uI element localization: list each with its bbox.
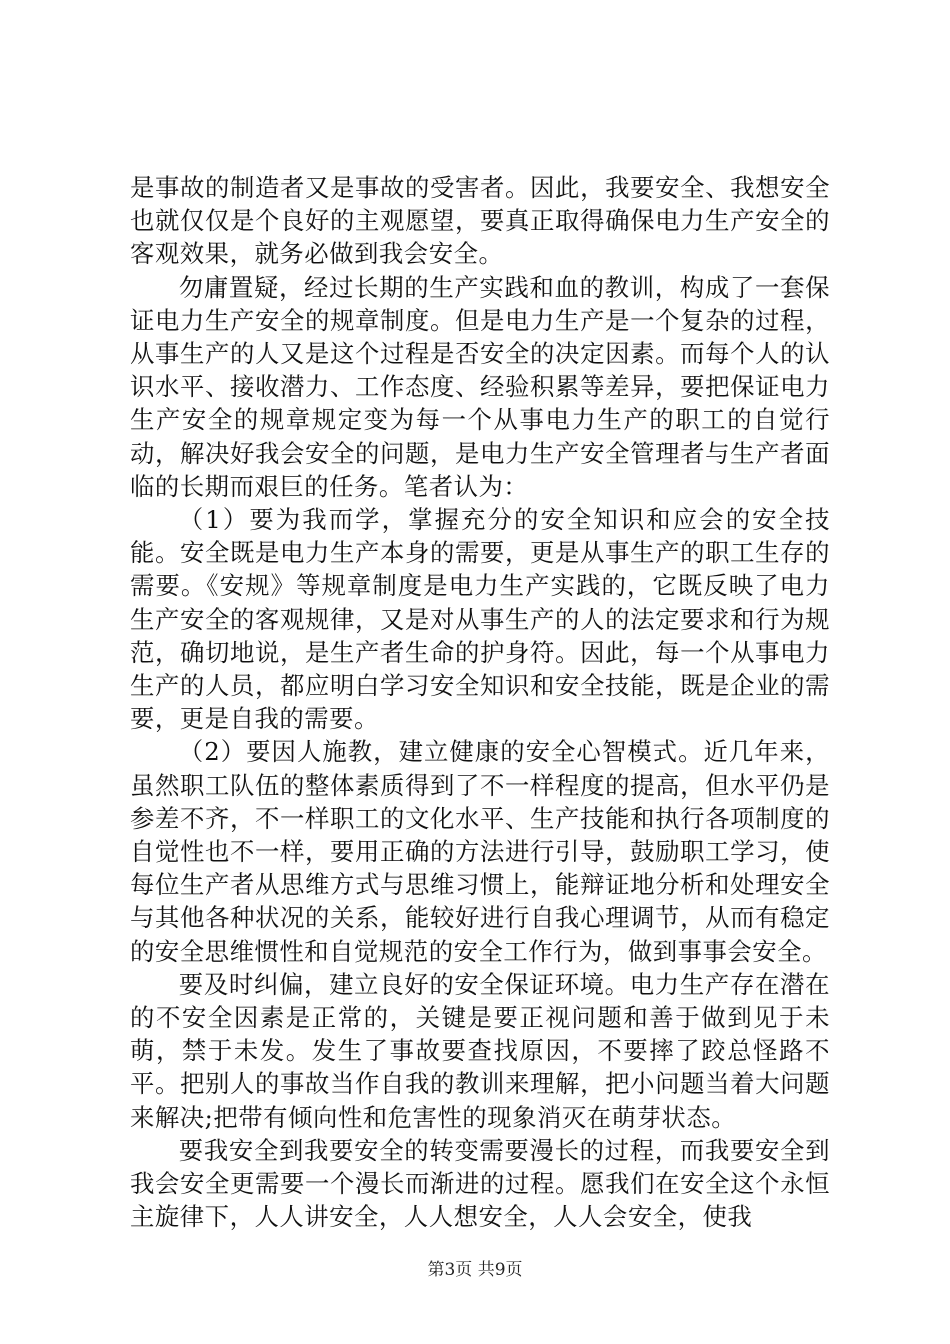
paragraph-point-2: （2）要因人施教，建立健康的安全心智模式。近几年来，虽然职工队伍的整体素质得到了不一样程度的提高，但水平仍是参差不齐，不一样职工的文化水平、生产技能和执行各项制度的自觉性也不一样，要用正确的方法进行引导，鼓励职工学习，使每位生产者从思维方式与思维习惯上，能辩证地分析和处理安全与其他各种状况的关系，能较好进行自我心理调节，从而有稳定的安全思维惯性和自觉规范的安全工作行为，做到事事会安全。: [130, 737, 830, 966]
page-footer: 第3页 共9页: [427, 1260, 523, 1280]
paragraph-correction: 要及时纠偏，建立良好的安全保证环境。电力生产存在潜在的不安全因素是正常的，关键是要正视问题和善于做到见于未萌，禁于未发。发生了事故要查找原因，不要摔了跤总怪路不平。把别人的事故当作自我的教训来理解，把小问题当着大问题来解决;把带有倾向性和危害性的现象消灭在萌芽状态。: [130, 969, 830, 1132]
paragraph-point-1: （1）要为我而学，掌握充分的安全知识和应会的安全技能。安全既是电力生产本身的需要，更是从事生产的职工生存的需要。《安规》等规章制度是电力生产实践的，它既反映了电力生产安全的客观规律，又是对从事生产的人的法定要求和行为规范，确切地说，是生产者生命的护身符。因此，每一个从事电力生产的人员，都应明白学习安全知识和安全技能，既是企业的需要，更是自我的需要。: [130, 505, 830, 734]
paragraph-continuation: 是事故的制造者又是事故的受害者。因此，我要安全、我想安全也就仅仅是个良好的主观愿望，要真正取得确保电力生产安全的客观效果，就务必做到我会安全。: [130, 173, 830, 269]
paragraph-safety-rules: 勿庸置疑，经过长期的生产实践和血的教训，构成了一套保证电力生产安全的规章制度。但是电力生产是一个复杂的过程，从事生产的人又是这个过程是否安全的决定因素。而每个人的认识水平、接收潜力、工作态度、经验积累等差异，要把保证电力生产安全的规章规定变为每一个从事电力生产的职工的自觉行动，解决好我会安全的问题，是电力生产安全管理者与生产者面临的长期而艰巨的任务。笔者认为：: [130, 272, 830, 501]
paragraph-conclusion: 要我安全到我要安全的转变需要漫长的过程，而我要安全到我会安全更需要一个漫长而渐进的过程。愿我们在安全这个永恒主旋律下，人人讲安全，人人想安全，人人会安全，使我: [130, 1135, 830, 1232]
document-body: [130, 171, 830, 1234]
